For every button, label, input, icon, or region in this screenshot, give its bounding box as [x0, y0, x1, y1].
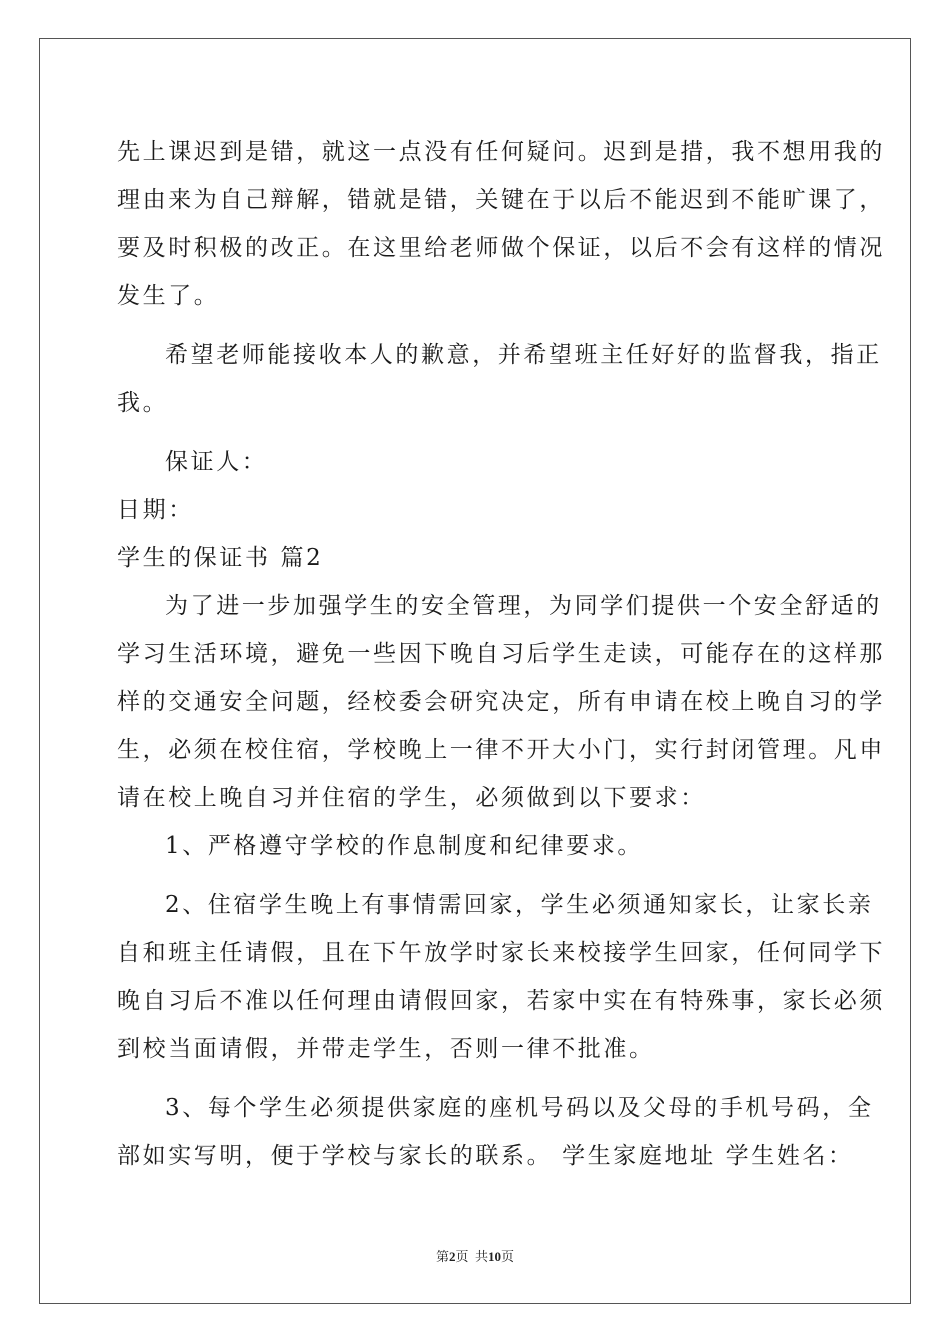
- page-total: 10: [488, 1249, 501, 1264]
- paragraph-line: 晚自习后不准以任何理由请假回家，若家中实在有特殊事，家长必须: [117, 988, 885, 1014]
- paragraph-line: 我。: [117, 390, 169, 416]
- paragraph-line: 部如实写明，便于学校与家长的联系。 学生家庭地址 学生姓名：: [117, 1143, 854, 1169]
- paragraph-line: 要及时积极的改正。在这里给老师做个保证，以后不会有这样的情况: [117, 235, 885, 261]
- list-item-2: 2、住宿学生晚上有事情需回家，学生必须通知家长，让家长亲: [165, 892, 874, 918]
- paragraph-line: 发生了。: [117, 283, 220, 309]
- paragraph-line: 为了进一步加强学生的安全管理，为同学们提供一个安全舒适的: [165, 593, 882, 619]
- section-heading: 学生的保证书 篇2: [117, 545, 324, 571]
- page-suffix: 页: [501, 1249, 515, 1264]
- page-footer: [0, 1248, 950, 1266]
- page-current: 2: [448, 1249, 456, 1264]
- page-prefix: 第: [435, 1249, 449, 1264]
- paragraph-line: 希望老师能接收本人的歉意，并希望班主任好好的监督我，指正: [165, 342, 882, 368]
- list-item-1: 1、严格遵守学校的作息制度和纪律要求。: [165, 833, 644, 859]
- paragraph-line: 样的交通安全问题，经校委会研究决定，所有申请在校上晚自习的学: [117, 689, 885, 715]
- date-label: 日期：: [117, 497, 194, 523]
- signature-label: 保证人：: [165, 449, 268, 475]
- paragraph-line: 理由来为自己辩解，错就是错，关键在于以后不能迟到不能旷课了，: [117, 187, 885, 213]
- paragraph-line: 自和班主任请假，且在下午放学时家长来校接学生回家，任何同学下: [117, 940, 885, 966]
- paragraph-line: 先上课迟到是错，就这一点没有任何疑问。迟到是措，我不想用我的: [117, 139, 885, 165]
- list-item-3: 3、每个学生必须提供家庭的座机号码以及父母的手机号码，全: [165, 1095, 874, 1121]
- paragraph-line: 请在校上晚自习并住宿的学生，必须做到以下要求：: [117, 785, 706, 811]
- paragraph-line: 学习生活环境，避免一些因下晚自习后学生走读，可能存在的这样那: [117, 641, 885, 667]
- page-mid: 页 共: [455, 1249, 488, 1264]
- paragraph-line: 生，必须在校住宿，学校晚上一律不开大小门，实行封闭管理。凡申: [117, 737, 885, 763]
- paragraph-line: 到校当面请假，并带走学生，否则一律不批准。: [117, 1036, 655, 1062]
- document-body: [117, 128, 885, 1180]
